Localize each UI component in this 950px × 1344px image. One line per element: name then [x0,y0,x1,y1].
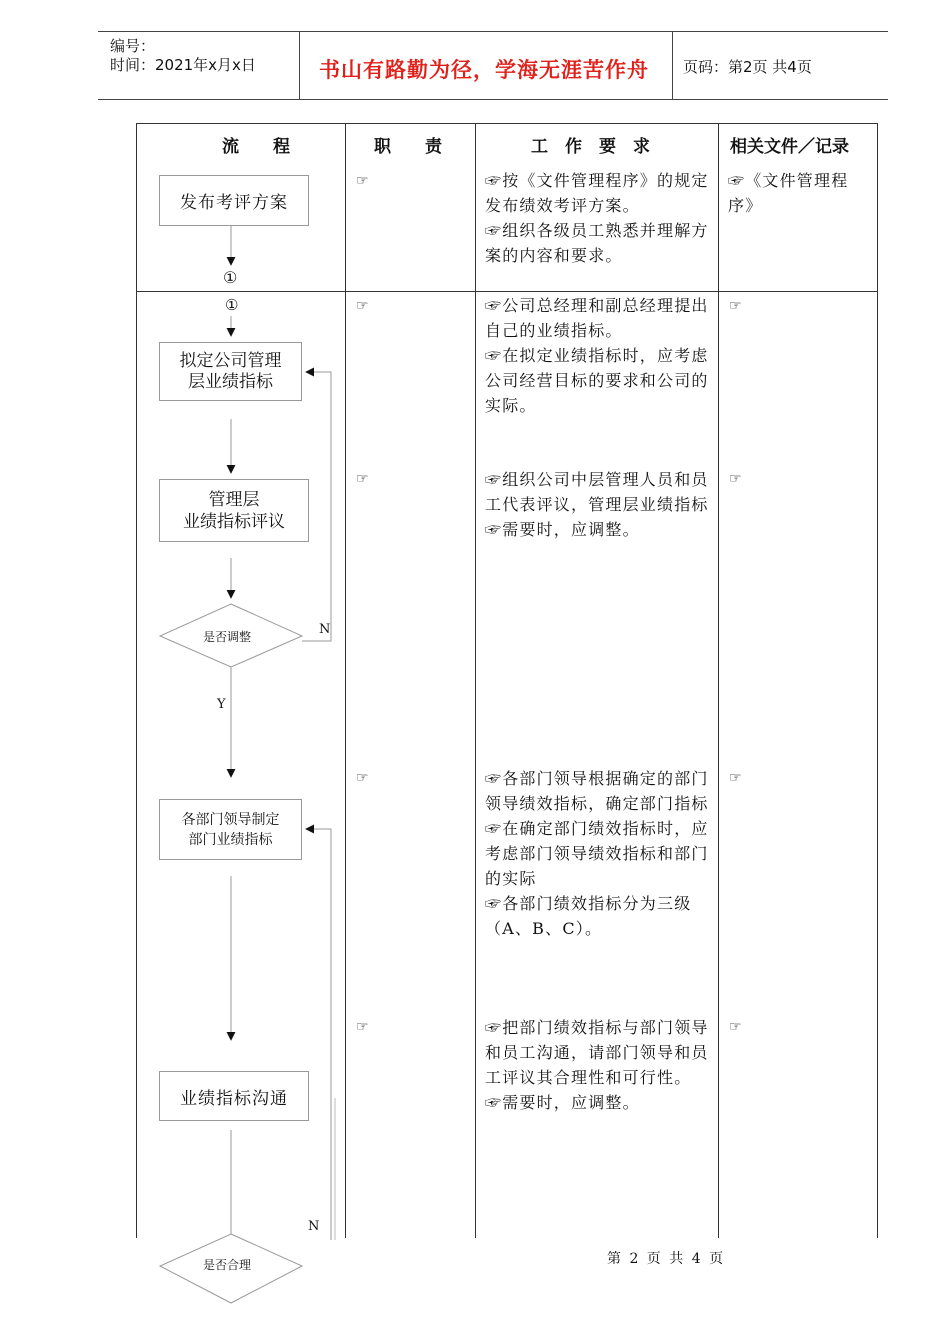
row2-sec1-duty-mark: ☞ [356,298,369,314]
flow-line-reasonable-no-loop [306,829,331,1240]
doc-number-label: 编号： [110,37,156,55]
row2-sec2-duty-mark: ☞ [356,471,369,487]
flow-box-mgmt-line2: 层业绩指标 [188,371,273,392]
branch-label-n2: N [308,1219,320,1234]
row2-sec3-duty-mark: ☞ [356,770,369,786]
branch-label-n1: N [319,622,331,637]
row2-sec4-records-mark: ☞ [729,1019,742,1035]
row2-sec3-req-2: ☞在确定部门绩效指标时，应考虑部门领导绩效指标和部门的实际 [485,819,709,888]
page-label: 页码：第2页 共4页 [683,58,812,76]
row2-sec4-duty-mark: ☞ [356,1019,369,1035]
flow-box-mgmt-line1: 拟定公司管理 [179,350,282,371]
flow-box-comm-text: 业绩指标沟通 [180,1088,288,1109]
row2-sec3-records-mark: ☞ [729,770,742,786]
row2-sec2-records-mark: ☞ [729,471,742,487]
flow-box-dept-line2: 部门业绩指标 [188,831,273,848]
row2-sec2-req-2: ☞需要时，应调整。 [485,520,640,539]
page-footer: 第 2 页 共 4 页 [607,1251,726,1267]
col-header-duty: 职 责 [374,137,442,157]
connector-2: ① [225,296,239,314]
row2-sec1-records-mark: ☞ [729,298,742,314]
flow-box-review-line1: 管理层 [208,489,260,510]
col-header-flow: 流 程 [222,137,290,157]
row2-sec2-req-1: ☞组织公司中层管理人员和员工代表评议，管理层业绩指标 [485,470,709,514]
flow-box-dept-line1: 各部门领导制定 [181,811,280,828]
time-label: 时间：2021年x月x日 [110,56,256,74]
row1-duty-mark: ☞ [356,173,369,189]
motto: 书山有路勤为径，学海无涯苦作舟 [319,58,649,82]
flow-box-communication [159,1071,309,1121]
row2-sec3-req-3: ☞各部门绩效指标分为三级（A、B、C）。 [485,894,692,938]
row1-req-2: ☞组织各级员工熟悉并理解方案的内容和要求。 [485,221,709,265]
connector-1: ① [223,268,238,287]
flow-box-publish-text: 发布考评方案 [180,193,288,213]
flow-box-mgmt-indicators [159,342,302,401]
flow-box-publish [159,175,309,226]
row2-sec4-req-1: ☞把部门绩效指标与部门领导和员工沟通，请部门领导和员工评议其合理性和可行性。 [485,1018,709,1087]
diamond-reasonable-label: 是否合理 [203,1258,252,1272]
row2-sec1-req-2: ☞在拟定业绩指标时，应考虑公司经营目标的要求和公司的实际。 [485,346,709,415]
flow-box-review-line2: 业绩指标评议 [183,511,285,532]
row1-records: ☞《文件管理程序》 [728,171,849,215]
branch-label-y: Y [217,697,226,712]
flow-box-dept-indicators [159,799,302,860]
row2-sec1-req-1: ☞公司总经理和副总经理提出自己的业绩指标。 [485,296,709,340]
row2-sec4-req-2: ☞需要时，应调整。 [485,1093,640,1112]
col-header-requirements: 工 作 要 求 [531,137,650,157]
row2-sec3-req-1: ☞各部门领导根据确定的部门领导绩效指标，确定部门指标 [485,769,709,813]
diamond-adjust-label: 是否调整 [203,630,252,644]
col-header-records: 相关文件／记录 [730,137,849,157]
row1-req-1: ☞按《文件管理程序》的规定发布绩效考评方案。 [485,171,709,215]
flow-box-mgmt-review [159,479,309,542]
